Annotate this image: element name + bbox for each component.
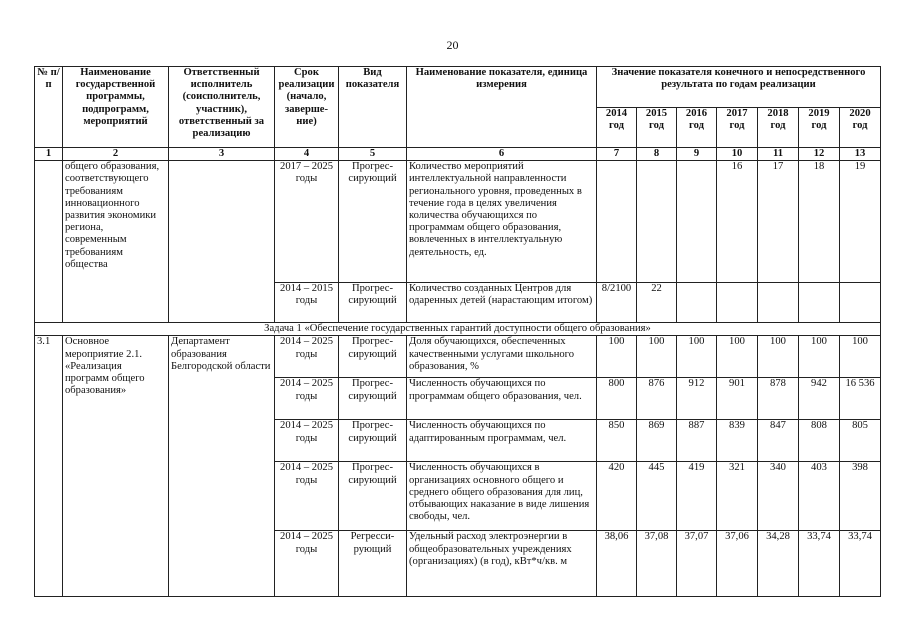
value-cell [677,283,717,323]
value-cell: 16 [717,161,758,283]
value-cell: 19 [840,161,881,283]
header-year: 2014 год [597,108,637,148]
value-cell: 100 [717,336,758,378]
value-cell: 17 [758,161,799,283]
row-num-empty [35,161,63,323]
column-number: 11 [758,148,799,161]
value-cell: 912 [677,378,717,420]
value-cell: 100 [677,336,717,378]
value-cell: 340 [758,462,799,531]
value-cell: 100 [799,336,840,378]
kind-cell: Прогрес- сирующий [339,420,407,462]
header-num: № п/п [35,67,63,148]
indicator-cell: Численность обучающихся в организациях основного общего и среднего общего образования для лиц, отбывающих наказание в виде лишения свободы, чел. [407,462,597,531]
value-cell: 22 [637,283,677,323]
value-cell: 100 [597,336,637,378]
value-cell: 321 [717,462,758,531]
column-number: 5 [339,148,407,161]
column-number: 6 [407,148,597,161]
value-cell: 847 [758,420,799,462]
indicators-table [34,66,881,597]
kind-cell: Прогрес- сирующий [339,462,407,531]
value-cell: 808 [799,420,840,462]
kind-cell: Прогрес- сирующий [339,336,407,378]
value-cell: 800 [597,378,637,420]
header-program: Наименование государственной программы, подпрограмм, мероприятий [63,67,169,148]
value-cell: 16 536 [840,378,881,420]
value-cell: 839 [717,420,758,462]
value-cell: 419 [677,462,717,531]
value-cell [597,161,637,283]
value-cell [677,161,717,283]
column-number: 12 [799,148,840,161]
term-cell: 2014 – 2025 годы [275,420,339,462]
value-cell: 420 [597,462,637,531]
program-cell: Основное мероприятие 2.1. «Реализация программ общего образования» [63,336,169,597]
indicator-cell: Доля обучающихся, обеспеченных качественными услугами школьного образования, % [407,336,597,378]
term-cell: 2014 – 2015 годы [275,283,339,323]
row-num: 3.1 [35,336,63,597]
kind-cell: Прогрес- сирующий [339,378,407,420]
header-year: 2019 год [799,108,840,148]
value-cell [758,283,799,323]
indicator-cell: Численность обучающихся по адаптированным программам, чел. [407,420,597,462]
column-number: 2 [63,148,169,161]
value-cell [840,283,881,323]
value-cell [717,283,758,323]
header-executor: Ответственный исполнитель (соисполнитель, участник), ответственный за реализацию [169,67,275,148]
page-number: 20 [446,38,459,52]
table-row [35,161,881,283]
program-cell: общего образования, соответствующего требованиям инновационного развития экономики региона, современным требованиям общества [63,161,169,323]
column-number: 8 [637,148,677,161]
header-year: 2020 год [840,108,881,148]
value-cell: 901 [717,378,758,420]
term-cell: 2014 – 2025 годы [275,378,339,420]
value-cell: 445 [637,462,677,531]
term-cell: 2014 – 2025 годы [275,531,339,597]
column-number: 3 [169,148,275,161]
header-term: Срок реализации (начало, заверше- ние) [275,67,339,148]
kind-cell: Регресси- рующий [339,531,407,597]
value-cell: 37,06 [717,531,758,597]
header-values-group: Значение показателя конечного и непосредственного результата по годам реализации [597,67,881,108]
term-cell: 2014 – 2025 годы [275,336,339,378]
value-cell: 18 [799,161,840,283]
value-cell: 398 [840,462,881,531]
term-cell: 2014 – 2025 годы [275,462,339,531]
table-row [35,336,881,378]
value-cell: 876 [637,378,677,420]
header-year: 2018 год [758,108,799,148]
header-year: 2016 год [677,108,717,148]
task-title: Задача 1 «Обеспечение государственных гарантий доступности общего образования» [35,323,881,336]
indicator-cell: Удельный расход электроэнергии в общеобразовательных учреждениях (организациях) (в год), кВт*ч/кв. м [407,531,597,597]
header-year: 2015 год [637,108,677,148]
header-indicator: Наименование показателя, единица измерения [407,67,597,148]
executor-cell: Департамент образования Белгородской области [169,336,275,597]
value-cell: 37,08 [637,531,677,597]
value-cell: 33,74 [840,531,881,597]
value-cell: 942 [799,378,840,420]
executor-cell-empty [169,161,275,323]
term-cell: 2017 – 2025 годы [275,161,339,283]
value-cell [799,283,840,323]
column-number: 13 [840,148,881,161]
indicator-cell: Численность обучающихся по программам общего образования, чел. [407,378,597,420]
value-cell: 37,07 [677,531,717,597]
kind-cell: Прогрес- сирующий [339,283,407,323]
column-number: 4 [275,148,339,161]
value-cell: 34,28 [758,531,799,597]
value-cell: 100 [637,336,677,378]
column-number: 7 [597,148,637,161]
task-row [35,323,881,336]
value-cell [637,161,677,283]
value-cell: 38,06 [597,531,637,597]
indicator-cell: Количество мероприятий интеллектуальной направленности регионального уровня, проведенных в течение года в целях увеличения количества обучающихся по программам общего образования, вовлеченных в интеллектуальную деятельность, ед. [407,161,597,283]
kind-cell: Прогрес- сирующий [339,161,407,283]
value-cell: 33,74 [799,531,840,597]
column-number: 9 [677,148,717,161]
indicator-cell: Количество созданных Центров для одаренных детей (нарастающим итогом) [407,283,597,323]
value-cell: 100 [840,336,881,378]
value-cell: 805 [840,420,881,462]
column-number: 10 [717,148,758,161]
value-cell: 850 [597,420,637,462]
value-cell: 869 [637,420,677,462]
header-year: 2017 год [717,108,758,148]
value-cell: 8/2100 [597,283,637,323]
value-cell: 887 [677,420,717,462]
value-cell: 878 [758,378,799,420]
header-kind: Вид показателя [339,67,407,148]
column-number: 1 [35,148,63,161]
value-cell: 403 [799,462,840,531]
value-cell: 100 [758,336,799,378]
column-number-row [35,148,881,161]
